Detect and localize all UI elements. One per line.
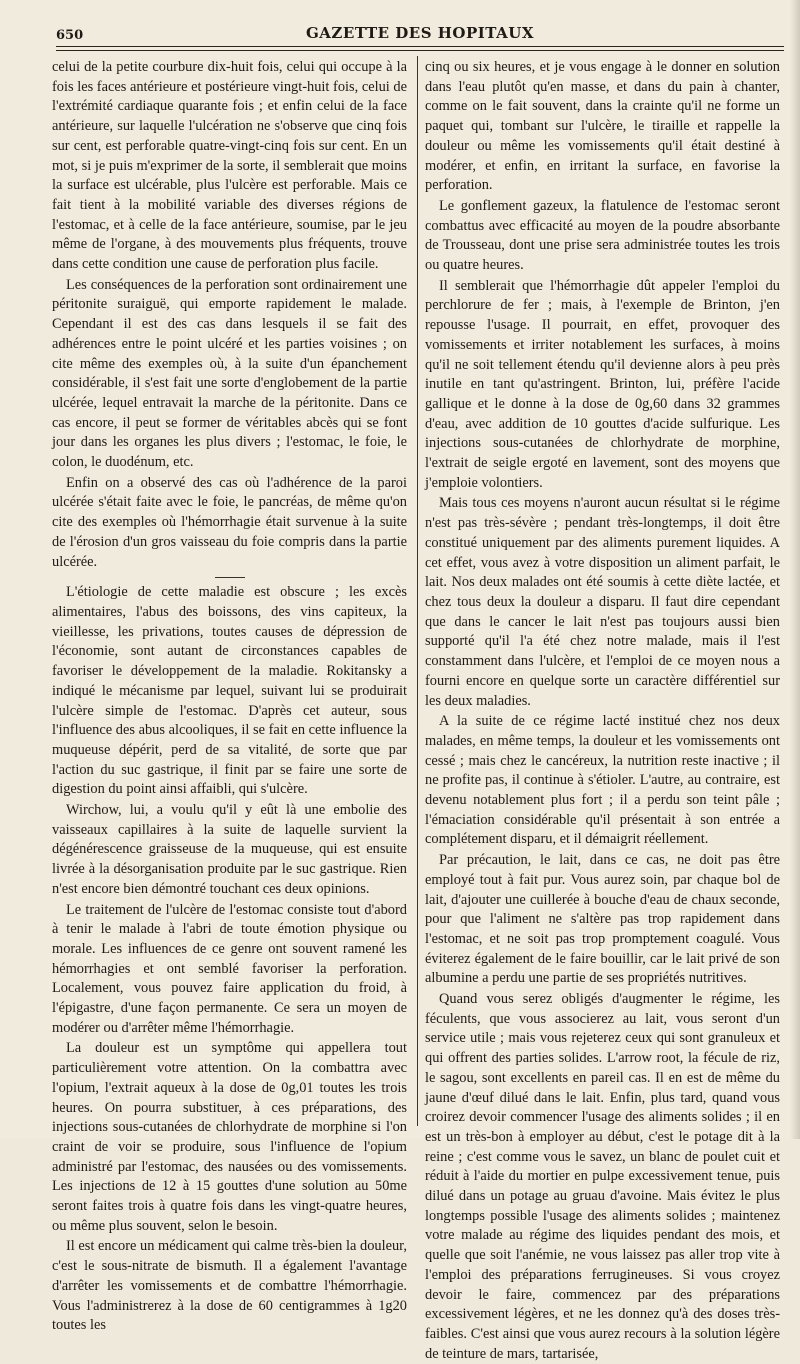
header-rule: [56, 46, 784, 47]
scan-edge-shadow: [790, 0, 800, 1139]
paragraph: La douleur est un symptôme qui appellera tout particulièrement votre attention. On la combattra avec l'opium, l'extrait aqueux à la dose de 0g,01 toutes les trois heures. On pourra substituer, à ces préparations, des injections sous-cutanées de chlorhydrate de morphine si l'on craint de voir se produire, sous l'influence de l'opium administré par l'estomac, des nausées ou des vomissements. Les injections de 12 à 15 gouttes d'une solution au 50me seront faites trois à quatre fois dans les vingt-quatre heures, ou même plus souvent, selon le besoin.: [52, 1040, 407, 1234]
paragraph: Les conséquences de la perforation sont ordinairement une péritonite suraiguë, qui emporte rapidement le malade. Cependant il est des cas dans lesquels il se fait des adhérences entre le point ulcéré et les parties voisines ; on cite même des exemples où, à la suite d'un épanchement considérable, il s'est fait une sorte d'englobement de la partie ulcérée, lequel entravait la marche de la péritonite. Dans ce cas encore, il peut se former de véritables abcès qui se font jour dans les organes les plus divers ; l'estomac, le foie, le colon, le duodénum, etc.: [52, 276, 407, 471]
paragraph: Il est encore un médicament qui calme très-bien la douleur, c'est le sous-nitrate de bismuth. Il a également l'avantage d'arrêter les vomissements et de combattre l'hémorrhagie. Vous l'administrerez à la dose de 60 centigrammes à 1g20 toutes les: [52, 1238, 407, 1334]
journal-title: GAZETTE DES HOPITAUX: [305, 24, 534, 42]
right-column: [425, 58, 780, 1362]
paragraph: A la suite de ce régime lacté institué chez nos deux malades, en même temps, la douleur et les vomissements ont cessé ; mais chez le cancéreux, la nutrition reste inactive ; il ne profite pas, il continue à s'étioler. L'autre, au contraire, est devenu notablement plus fort ; il a perdu son teint pâle ; l'émaciation considérable qu'il présentait à son entrée a complétement disparu, et il démaigrit réellement.: [425, 713, 780, 848]
paragraph: Le traitement de l'ulcère de l'estomac consiste tout d'abord à tenir le malade à l'abri de toute émotion physique ou morale. Les influences de ce genre ont souvent ramené les hémorrhagies et ont semblé favoriser la perforation. Localement, vous pouvez faire application du froid, à l'épigastre, d'une façon permanente. Ce sera un moyen de modérer ou d'arrêter même l'hémorrhagie.: [52, 901, 407, 1036]
left-column: [52, 58, 407, 1334]
paragraph: Mais tous ces moyens n'auront aucun résultat si le régime n'est pas très-sévère ; pendant très-longtemps, il doit être constitué uniquement par des aliments purement liquides. A cet effet, vous avez à votre disposition un aliment parfait, le lait. Nos deux malades ont été soumis à cette diète lactée, et chez tous deux la douleur a disparu. Il faut dire cependant que dans le cancer le lait n'est pas toujours aussi bien supporté qu'il l'a été chez notre malade, mais il l'est constamment dans l'ulcère, et l'emploi de ce moyen nous a fourni encore en quelque sorte un caractère différentiel sur les deux maladies.: [425, 495, 780, 709]
paragraph: celui de la petite courbure dix-huit fois, celui qui occupe à la fois les faces antérieure et postérieure vingt-huit fois, celui de l'extrémité cardiaque quarante fois ; et enfin celui de la face antérieure, sur laquelle l'ulcération ne s'observe que cinq fois sur cent, est perforable quatre-vingt-cinq fois sur cent. En un mot, si je puis m'exprimer de la sorte, il semblerait que moins la surface est ulcérable, plus l'ulcère est perforable. Mais ce fait tient à la mobilité variable des diverses régions de l'estomac, et à celle de la face antérieure, soumise, par le jeu même de l'organe, à des mouvements plus fréquents, trouve dans cette condition une cause de perforation plus facile.: [52, 59, 407, 273]
paragraph: Par précaution, le lait, dans ce cas, ne doit pas être employé tout à fait pur. Vous aurez soin, par chaque bol de lait, d'ajouter une cuillerée à bouche d'eau de chaux seconde, pour que l'aliment ne s'altère pas trop rapidement dans l'estomac, et ne soit pas trop promptement coagulé. Vous éviterez également de le faire bouillir, car le lait privé de son albumine a perdu une partie de ses propriétés nutritives.: [425, 852, 780, 987]
page-header: [56, 14, 784, 54]
page-number: 650: [56, 28, 84, 43]
column-divider: [417, 56, 418, 1126]
paragraph: L'étiologie de cette maladie est obscure ; les excès alimentaires, l'abus des boissons, des vins capiteux, la vieillesse, les privations, toutes causes de dépression de l'économie, sont autant de circonstances capables de favoriser le développement de la maladie. Rokitansky a indiqué le mécanisme par lequel, suivant lui se produirait l'ulcère simple de l'estomac. D'après cet auteur, sous l'influence des abus alcooliques, il se fait en cette influence la muqueuse dépérit, perd de sa vitalité, de sorte que par l'action du suc gastrique, il finit par se faire une sorte de digestion du point ainsi affaibli, qui s'ulcère.: [52, 584, 407, 798]
paragraph: cinq ou six heures, et je vous engage à le donner en solution dans l'eau plutôt qu'en masse, et dans du pain à chanter, comme on le fait souvent, dans la crainte qu'il ne forme un paquet qui, tombant sur l'ulcère, le tiraille et rappelle la douleur ou même les vomissements qu'il était destiné à modérer, et enfin, en irritant la surface, en favorise la perforation.: [425, 59, 780, 194]
paragraph: Quand vous serez obligés d'augmenter le régime, les féculents, que vous associerez au lait, vous seront d'un service utile ; mais vous rejeterez ceux qui sont granuleux et qui offrent des parties solides. L'arrow root, la fécule de riz, le sagou, sont excellents en pareil cas. Il en est de même du jaune d'œuf dilué dans le lait. Enfin, plus tard, quand vous croirez devoir commencer l'usage des aliments solides ; il en est un très-bon à employer au début, c'est le potage dit à la reine ; c'est comme vous le savez, un blanc de poulet cuit et réduit à l'aide du mortier en pulpe excessivement tenue, puis dilué dans un potage au gruau d'avoine. Mais évitez le plus longtemps possible l'usage des aliments solides ; maintenez votre malade au régime des liquides pendant des mois, et quelle que soit l'anémie, ne vous laissez pas aller trop vite à l'emploi des préparations ferrugineuses. Si vous croyez devoir le faire, commencez par des préparations excessivement légères, et ne les donnez qu'à des doses très-faibles. C'est ainsi que vous aurez recours à la solution légère de teinture de mars, tartarisée,: [425, 991, 780, 1362]
paragraph: Il semblerait que l'hémorrhagie dût appeler l'emploi du perchlorure de fer ; mais, à l'exemple de Brinton, j'en repousse l'usage. Il pourrait, en effet, provoquer des vomissements et irriter notablement les surfaces, à moins qu'il ne soit tellement étendu qu'il devienne alors à peu près inutile en tant qu'astringent. Brinton, lui, préfère l'acide gallique et le donne à la dose de 0g,60 dans 32 grammes d'eau, avec addition de 10 gouttes d'acide sulfurique. Les injections sous-cutanées de chlorhydrate de morphine, l'extrait de seigle ergoté en lavement, sont des moyens que j'emploie volontiers.: [425, 277, 780, 491]
paragraph: Wirchow, lui, a voulu qu'il y eût là une embolie des vaisseaux capillaires à la suite de laquelle survient la dégénérescence graisseuse de la muqueuse, qui est ensuite livrée à la désorganisation produite par le suc gastrique. Rien n'est encore bien démontré touchant ces deux opinions.: [52, 802, 407, 897]
section-divider: [215, 577, 245, 578]
header-rule-thin: [56, 50, 784, 51]
paragraph: Enfin on a observé des cas où l'adhérence de la paroi ulcérée s'était faite avec le foie, le pancréas, de même qu'on cite des exemples où l'hémorrhagie était survenue à la suite de l'érosion d'un gros vaisseau du foie compris dans la partie ulcérée.: [52, 474, 407, 570]
paragraph: Le gonflement gazeux, la flatulence de l'estomac seront combattus avec efficacité au moyen de la poudre absorbante de Trousseau, dont une prise sera administrée toutes les trois ou quatre heures.: [425, 197, 780, 274]
